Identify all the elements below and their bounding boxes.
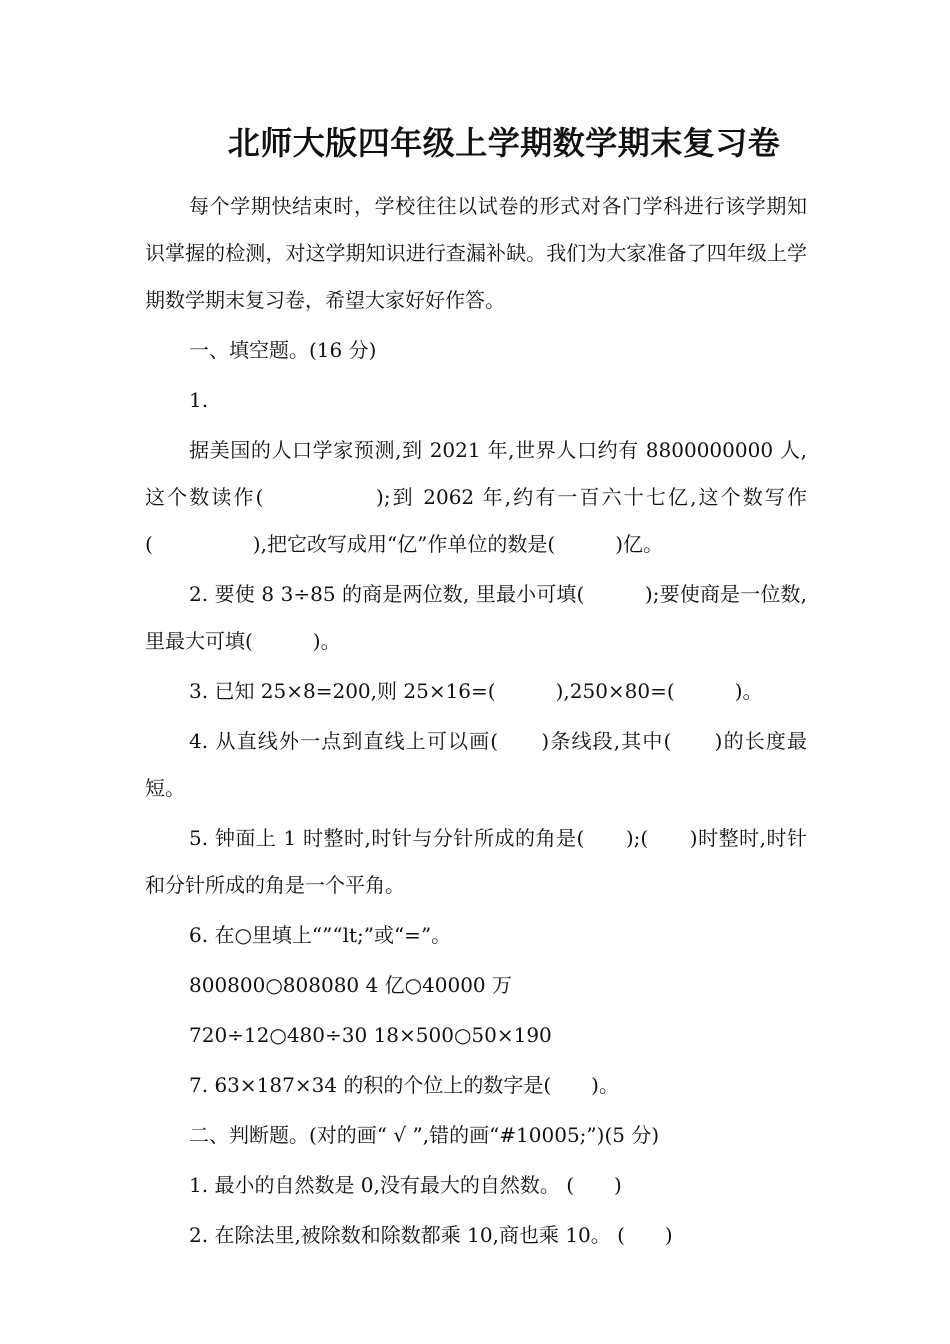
section1-heading: 一、填空题。(16 分) (189, 338, 377, 362)
question-4: 4. 从直线外一点到直线上可以画( )条线段,其中( )的长度最短。 (145, 729, 807, 800)
judgment-2: 2. 在除法里,被除数和除数都乘 10,商也乘 10。 ( ) (189, 1223, 673, 1247)
question-3: 3. 已知 25×8=200,则 25×16=( ),250×80=( )。 (189, 679, 763, 703)
document-body (145, 183, 807, 1262)
question-6-row-1: 800800○808080 4 亿○40000 万 (189, 973, 513, 997)
question-6: 6. 在○里填上“”“lt;”或“=”。 (189, 923, 452, 947)
question-1-number: 1. (189, 388, 209, 412)
question-5: 5. 钟面上 1 时整时,时针与分针所成的角是( );( )时整时,时针和分针所成的角是一个平角。 (145, 826, 807, 897)
question-7: 7. 63×187×34 的积的个位上的数字是( )。 (189, 1073, 619, 1097)
question-6-row-2: 720÷12○480÷30 18×500○50×190 (189, 1023, 552, 1047)
page-title: 北师大版四年级上学期数学期末复习卷 (227, 124, 781, 162)
section2-heading: 二、判断题。(对的画“ √ ”,错的画“#10005;”)(5 分) (189, 1123, 660, 1147)
question-1: 据美国的人口学家预测,到 2021 年,世界人口约有 8800000000 人,这个数读作( );到 2062 年,约有一百六十七亿,这个数写作( ),把它改写成用“亿”作单位的数是( )亿。 (145, 438, 807, 556)
judgment-1: 1. 最小的自然数是 0,没有最大的自然数。 ( ) (189, 1173, 622, 1197)
question-2: 2. 要使 8 3÷85 的商是两位数, 里最小可填( );要使商是一位数, 里最大可填( )。 (145, 582, 807, 653)
intro-paragraph: 每个学期快结束时，学校往往以试卷的形式对各门学科进行该学期知识掌握的检测，对这学期知识进行查漏补缺。我们为大家准备了四年级上学期数学期末复习卷，希望大家好好作答。 (145, 194, 807, 312)
